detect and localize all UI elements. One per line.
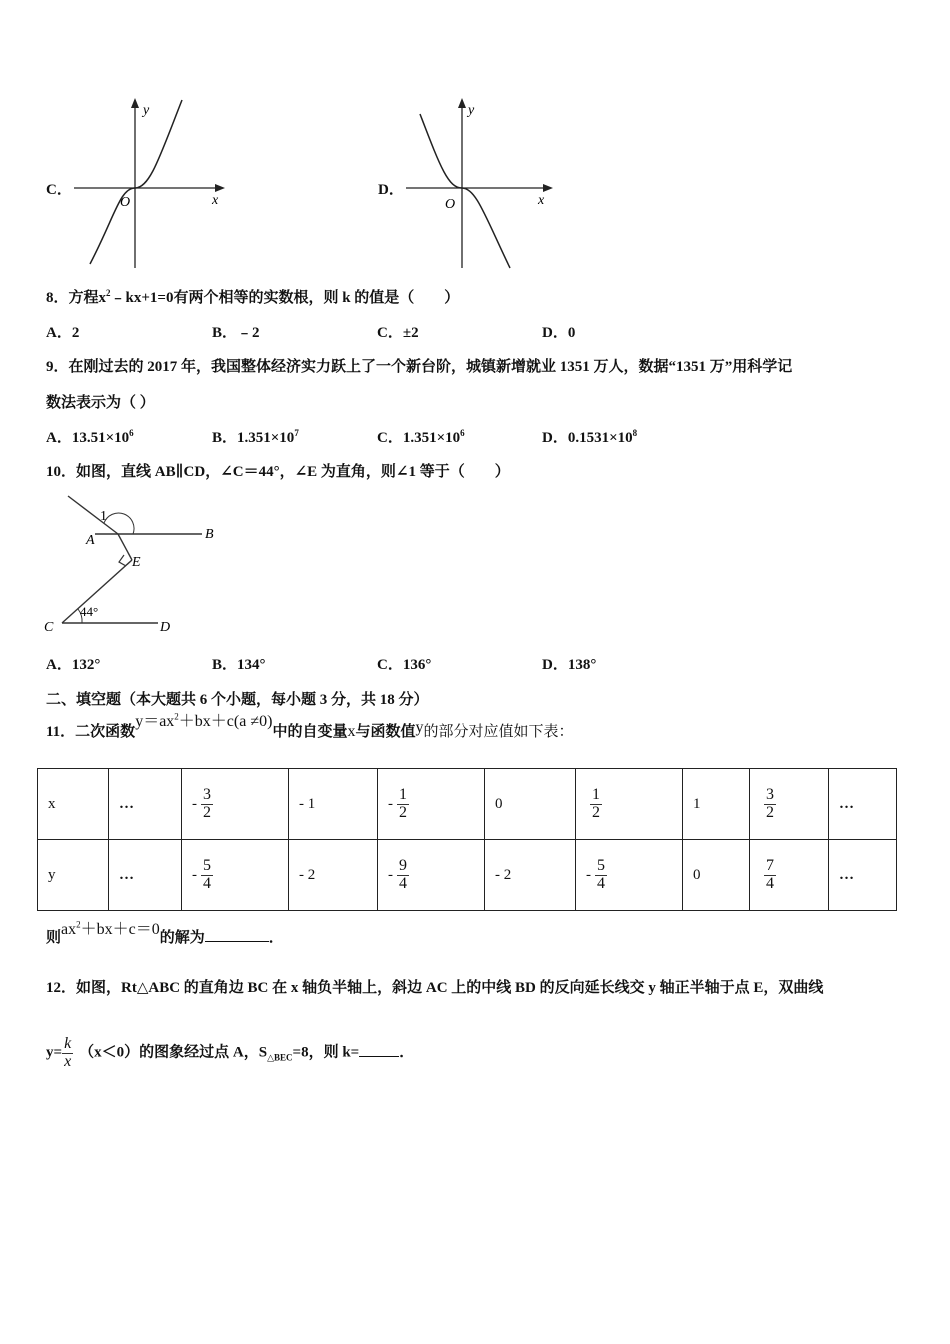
point-c-label: C bbox=[44, 620, 54, 635]
segment-ae bbox=[118, 534, 132, 560]
table-cell: - $\frac{5}{4}$ bbox=[182, 840, 289, 911]
q9-option-a[interactable]: A．$13.51\times 10^6$ bbox=[46, 428, 134, 446]
table-cell: $\frac{1}{2}$ bbox=[576, 769, 683, 840]
answer-blank[interactable] bbox=[205, 941, 269, 942]
q8-option-d[interactable]: D．0 bbox=[542, 325, 576, 341]
origin-label: O bbox=[445, 197, 456, 212]
question-10: 10．如图，直线 AB∥CD，∠C＝44°，∠E 为直角，则∠1 等于（ ） bbox=[46, 464, 510, 480]
point-d-label: D bbox=[160, 620, 171, 635]
question-9-line1: 9．在刚过去的 2017 年，我国整体经济实力跃上了一个新台阶，城镇新增就业 1351 万人，数据“1351 万”用科学记 bbox=[46, 359, 793, 375]
question-12-line1: 12．如图，Rt△ABC 的直角边 BC 在 x 轴负半轴上，斜边 AC 上的中线 BD 的反向延长线交 y 轴正半轴于点 E，双曲线 bbox=[46, 980, 824, 996]
table-cell: 0 bbox=[485, 769, 576, 840]
answer-blank[interactable] bbox=[359, 1056, 399, 1057]
q10-option-b[interactable]: B．134° bbox=[212, 657, 266, 673]
table-cell: … bbox=[829, 840, 897, 911]
q10-option-a[interactable]: A．132° bbox=[46, 657, 101, 673]
table-cell: - $\frac{5}{4}$ bbox=[576, 840, 683, 911]
graph-d bbox=[400, 96, 560, 271]
q10-figure bbox=[40, 492, 240, 642]
table-cell: … bbox=[109, 840, 182, 911]
section-2-title: 二、填空题（本大题共 6 个小题，每小题 3 分，共 18 分） bbox=[46, 692, 429, 708]
table-cell: 0 bbox=[683, 840, 750, 911]
question-11-answer: 则$ax^2+bx+c=0$的解为 ． bbox=[46, 919, 284, 946]
q10-option-c[interactable]: C．136° bbox=[377, 657, 432, 673]
q10-option-d[interactable]: D．138° bbox=[542, 657, 597, 673]
row-header-y: y bbox=[38, 840, 109, 911]
table-cell: - $\frac{3}{2}$ bbox=[182, 769, 289, 840]
table-cell: - 2 bbox=[289, 840, 378, 911]
table-cell: - 1 bbox=[289, 769, 378, 840]
value-table bbox=[37, 768, 897, 911]
x-axis-arrow bbox=[215, 184, 225, 192]
option-c-label: C． bbox=[46, 182, 72, 198]
angle-1-label: 1 bbox=[100, 509, 107, 524]
question-8: 8．方程$x^2﹣kx+1=0$有两个相等的实数根，则 k 的值是（ ） bbox=[46, 288, 460, 306]
x-axis-label: x bbox=[212, 193, 219, 208]
q8-option-a[interactable]: A．2 bbox=[46, 325, 80, 341]
y-axis-arrow bbox=[131, 98, 139, 108]
question-12-line2: y= $\frac{k}{x}$ （x＜0）的图象经过点 A，$S_{\triangle BEC}=8$，则 k= ． bbox=[46, 1035, 415, 1070]
option-d-label: D． bbox=[378, 182, 404, 198]
point-b-label: B bbox=[205, 527, 214, 542]
right-angle-mark bbox=[119, 555, 126, 566]
point-e-label: E bbox=[132, 555, 141, 570]
y-axis-arrow bbox=[458, 98, 466, 108]
point-a-label: A bbox=[86, 533, 95, 548]
y-axis-label: y bbox=[468, 103, 475, 118]
table-cell: … bbox=[109, 769, 182, 840]
table-cell: $\frac{7}{4}$ bbox=[750, 840, 829, 911]
angle-c-label: 44° bbox=[80, 604, 99, 619]
q9-option-b[interactable]: B．$1.351\times 10^7$ bbox=[212, 428, 299, 446]
q8-option-b[interactable]: B．﹣2 bbox=[212, 325, 260, 341]
question-9-line2: 数法表示为（ ） bbox=[46, 395, 155, 411]
cubic-curve bbox=[90, 100, 182, 264]
q9-option-c[interactable]: C．$1.351\times 10^6$ bbox=[377, 428, 465, 446]
origin-label: O bbox=[120, 195, 131, 210]
q9-option-d[interactable]: D．$0.1531\times 10^8$ bbox=[542, 428, 638, 446]
table-cell: $\frac{3}{2}$ bbox=[750, 769, 829, 840]
x-axis-label: x bbox=[538, 193, 545, 208]
cubic-curve bbox=[420, 114, 510, 268]
table-row-x bbox=[38, 769, 897, 840]
table-row-y bbox=[38, 840, 897, 911]
row-header-x: x bbox=[38, 769, 109, 840]
question-11: 11．二次函数$y=ax^2+bx+c(a \ne 0)$中的自变量x与函数值y的部分对应值如下表： bbox=[46, 711, 574, 740]
table-cell: - 2 bbox=[485, 840, 576, 911]
y-axis-label: y bbox=[143, 103, 150, 118]
table-cell: … bbox=[829, 769, 897, 840]
table-cell: - $\frac{1}{2}$ bbox=[378, 769, 485, 840]
table-cell: - $\frac{9}{4}$ bbox=[378, 840, 485, 911]
table-cell: 1 bbox=[683, 769, 750, 840]
graph-c bbox=[70, 96, 230, 271]
x-axis-arrow bbox=[543, 184, 553, 192]
angle-1-arc bbox=[104, 513, 134, 534]
q8-option-c[interactable]: C．±2 bbox=[377, 325, 419, 341]
